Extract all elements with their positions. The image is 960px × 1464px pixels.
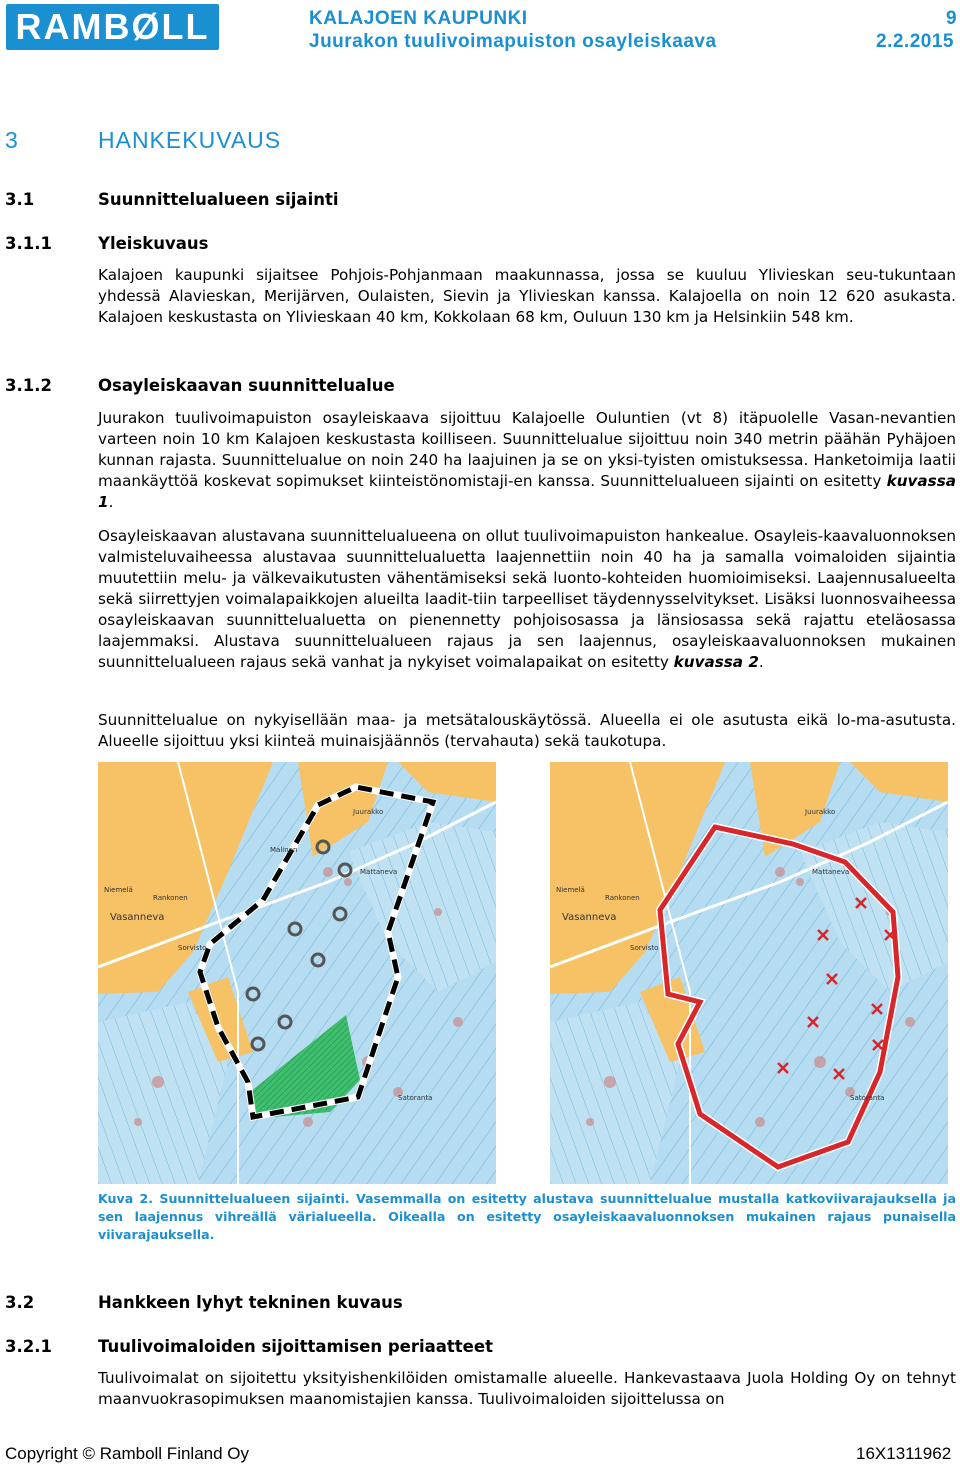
subsection-3-2-1-title: Tuulivoimaloiden sijoittamisen periaatteet (98, 1337, 493, 1356)
map-label: Rankonen (605, 894, 640, 902)
figure-reference: kuvassa 2 (673, 653, 759, 671)
paragraph-text: Osayleiskaavan alustavana suunnittelualueena on ollut tuulivoimapuiston hankealue. Osayleis-kaavaluonnoksen valmisteluvaiheessa alustavaa suunnittelualuetta laajennettiin noin 40 ha ja samalla voimaloiden sijaintia muutettiin melu- ja välkevaikutusten vähentämiseksi sekä luonto-kohteiden huomioimiseksi. Laajennusalueelta sekä siirrettyjen voimalapaikkojen alueilta laadit-tiin tarpeelliset täydennysselvitykset. Lisäksi luonnosvaiheessa osayleiskaavan suunnittelualuetta on pienennetty pohjoisosassa ja länsiosassa sekä rajattu eteläosassa laajemmaksi. Alustava suunnittelualueen rajaus ja sen laajennus, osayleiskaavaluonnoksen mukainen suunnittelualueen rajaus sekä vanhat ja nykyiset voimalapaikat on esitetty (98, 527, 956, 671)
paragraph-end: . (758, 653, 764, 671)
location-map-figure (98, 762, 948, 1184)
page-number: 9 (946, 8, 958, 29)
map-label: Vasanneva (110, 912, 165, 923)
map-label: Mattaneva (360, 868, 398, 876)
paragraph-text: Juurakon tuulivoimapuiston osayleiskaava sijoittuu Kalajoelle Ouluntien (vt 8) itäpuolelle Vasan-nevantien varteen noin 10 km Kalajoen keskustasta koilliseen. Suunnittelualue sijoittuu noin 340 metrin päähän Pyhäjoen kunnan rajasta. Suunnittelualue on noin 240 ha laajuinen ja se on yksi-tyisten omistuksessa. Hanketoimija laatii maankäyttöä koskevat sopimukset kiinteistönomistaji-en kanssa. Suunnittelualueen sijainti on esitetty (98, 409, 956, 490)
footer-doc-code: 16X1311962 (856, 1444, 952, 1463)
figure-caption: Kuva 2. Suunnittelualueen sijainti. Vasemmalla on esitetty alustava suunnittelualue mustalla katkoviivarajauksella ja sen laajennus vihreällä värialueella. Oikealla on esitetty osayleiskaavaluonnoksen mukainen rajaus punaisella viivarajauksella. (98, 1191, 956, 1242)
paragraph-suunnittelualue-2 (98, 526, 956, 673)
map-label: Mattaneva (812, 868, 850, 876)
figure-reference: kuvassa 1 (98, 472, 956, 511)
subsection-3-1-2-number: 3.1.2 (5, 376, 52, 395)
header-date: 2.2.2015 (876, 31, 954, 52)
map-label: Vasanneva (562, 912, 617, 923)
paragraph-suunnittelualue-1 (98, 408, 956, 513)
ramboll-logo: RAMBØLL (6, 4, 219, 50)
left-map (98, 762, 496, 1184)
paragraph-end: . (108, 493, 114, 511)
right-map (550, 762, 948, 1184)
subsection-3-1-1-title: Yleiskuvaus (98, 234, 209, 253)
map-label: Sorvisto (630, 944, 659, 952)
header-org: KALAJOEN KAUPUNKI (309, 8, 528, 29)
map-label: Rankonen (153, 894, 188, 902)
subsection-3-1-1-number: 3.1.1 (5, 234, 52, 253)
subsection-3-2-number: 3.2 (5, 1293, 35, 1312)
map-label: Niemelä (556, 886, 585, 894)
section-number: 3 (5, 127, 19, 153)
subsection-3-1-2-title: Osayleiskaavan suunnittelualue (98, 376, 395, 395)
footer-copyright: Copyright © Ramboll Finland Oy (5, 1444, 250, 1463)
subsection-3-2-title: Hankkeen lyhyt tekninen kuvaus (98, 1293, 403, 1312)
map-label: Juurakko (805, 808, 836, 816)
map-label: Malinen (270, 846, 298, 854)
subsection-3-1-title: Suunnittelualueen sijainti (98, 190, 339, 209)
paragraph-yleiskuvaus: Kalajoen kaupunki sijaitsee Pohjois-Pohjanmaan maakunnassa, jossa se kuuluu Ylivieskan seu-tukuntaan yhdessä Alavieskan, Merijärven, Oulaisten, Sievin ja Ylivieskan kanssa. Kalajoella on noin 12 620 asukasta. Kalajoen keskustasta on Ylivieskaan 40 km, Kokkolaan 68 km, Ouluun 130 km ja Helsinkiin 548 km. (98, 266, 956, 326)
map-label: Satoranta (398, 1094, 433, 1102)
subsection-3-1-number: 3.1 (5, 190, 35, 209)
map-label: Niemelä (104, 886, 133, 894)
header-doc-title: Juurakon tuulivoimapuiston osayleiskaava (309, 31, 717, 52)
map-label: Satoranta (850, 1094, 885, 1102)
subsection-3-2-1-number: 3.2.1 (5, 1337, 52, 1356)
section-title: HANKEKUVAUS (98, 127, 282, 153)
map-label: Juurakko (353, 808, 384, 816)
paragraph-suunnittelualue-3: Suunnittelualue on nykyisellään maa- ja metsätalouskäytössä. Alueella ei ole asutusta eikä lo-ma-asutusta. Alueelle sijoittuu yksi kiinteä muinaisjäännös (tervahauta) sekä taukotupa. (98, 711, 956, 750)
map-label: Sorvisto (178, 944, 207, 952)
paragraph-sijoittaminen: Tuulivoimalat on sijoitettu yksityishenkilöiden omistamalle alueelle. Hankevastaava Juola Holding Oy on tehnyt maanvuokrasopimuksen maanomistajien kanssa. Tuulivoimaloiden sijoittelussa on (98, 1369, 956, 1408)
